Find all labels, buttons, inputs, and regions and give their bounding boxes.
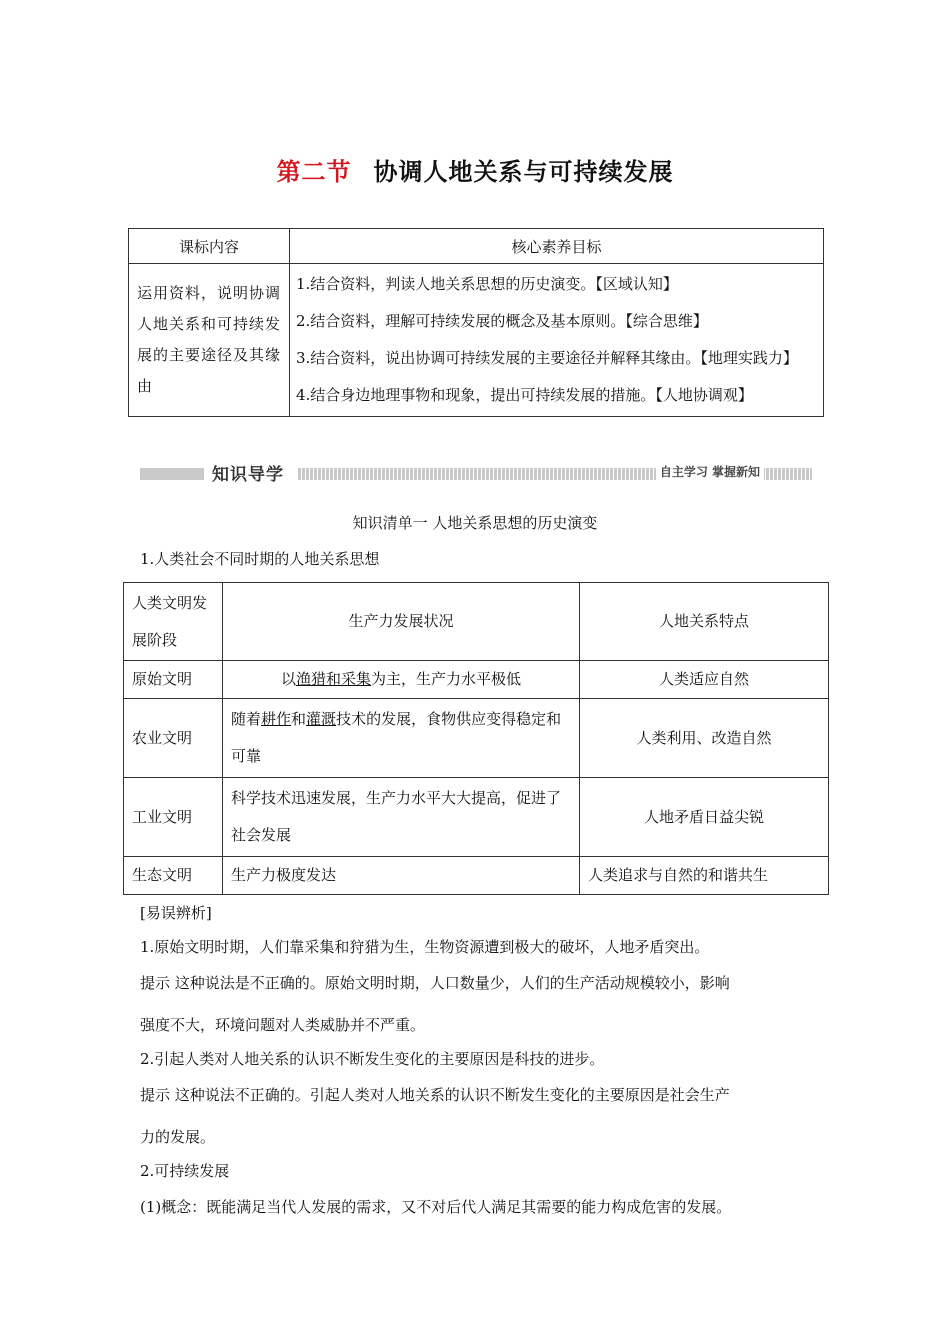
- feature-cell: 人类利用、改造自然: [580, 699, 829, 778]
- question-1: 1.原始文明时期，人们靠采集和狩猎为生，生物资源遭到极大的破坏，人地矛盾突出。: [140, 938, 710, 956]
- item2-paragraph-1: (1)概念：既能满足当代人发展的需求，又不对后代人满足其需要的能力构成危害的发展。: [140, 1198, 732, 1216]
- productivity-text: 和: [291, 710, 307, 728]
- productivity-text: 以: [280, 670, 296, 688]
- standards-table: [128, 228, 824, 417]
- standards-goals-cell: [290, 264, 824, 417]
- productivity-text: 随着: [231, 710, 262, 728]
- banner-tag: 自主学习 掌握新知: [656, 463, 764, 480]
- stage-cell: 原始文明: [124, 661, 223, 699]
- goal-item: 2.结合资料，理解可持续发展的概念及基本原则。【综合思维】: [296, 312, 708, 330]
- answer-2-line-2: 力的发展。: [140, 1128, 216, 1146]
- section-number: 第二节: [276, 158, 352, 186]
- goal-item: 3.结合资料，说出协调可持续发展的主要途径并解释其缘由。【地理实践力】: [296, 349, 798, 367]
- answer-1-line-2: 强度不大，环境问题对人类威胁并不严重。: [140, 1016, 426, 1034]
- stages-table: [123, 582, 829, 895]
- productivity-underlined: 灌溉: [306, 710, 337, 728]
- page-title: [0, 152, 950, 187]
- productivity-cell: 科学技术迅速发展，生产力水平大大提高，促进了社会发展: [223, 778, 580, 857]
- banner-bar-end: [766, 468, 812, 480]
- productivity-underlined: 渔猎和采集: [295, 670, 371, 688]
- productivity-text: 技术的发展，食物供应变得稳定和可靠: [231, 710, 562, 765]
- stage-cell: 农业文明: [124, 699, 223, 778]
- feature-cell: 人地矛盾日益尖锐: [580, 778, 829, 857]
- standards-header-goals: 核心素养目标: [290, 229, 824, 264]
- answer-2-line-1: 提示 这种说法不正确的。引起人类对人地关系的认识不断发生变化的主要原因是社会生产: [140, 1086, 730, 1104]
- stages-header-stage: 人类文明发展阶段: [124, 583, 223, 661]
- feature-cell: 人类追求与自然的和谐共生: [580, 857, 829, 895]
- productivity-text: 为主，生产力水平极低: [371, 670, 522, 688]
- stages-header-feature: 人地关系特点: [580, 583, 829, 661]
- misconception-title: [易误辨析]: [140, 904, 212, 922]
- stages-header-productivity: 生产力发展状况: [223, 583, 580, 661]
- table-row: [124, 857, 829, 895]
- table-row: [124, 778, 829, 857]
- productivity-cell: 生产力极度发达: [223, 857, 580, 895]
- table-row: [124, 661, 829, 699]
- productivity-cell: [223, 699, 580, 778]
- item1-title: 1.人类社会不同时期的人地关系思想: [140, 550, 380, 568]
- stage-cell: 生态文明: [124, 857, 223, 895]
- productivity-underlined: 耕作: [261, 710, 292, 728]
- goal-item: 4.结合身边地理事物和现象，提出可持续发展的措施。【人地协调观】: [296, 386, 753, 404]
- banner-bar-left: [140, 468, 204, 480]
- question-2: 2.引起人类对人地关系的认识不断发生变化的主要原因是科技的进步。: [140, 1050, 605, 1068]
- table-row: [124, 699, 829, 778]
- section-banner: [140, 460, 812, 486]
- standards-header-content: 课标内容: [129, 229, 290, 264]
- feature-cell: 人类适应自然: [580, 661, 829, 699]
- stage-cell: 工业文明: [124, 778, 223, 857]
- list-title: 知识清单一 人地关系思想的历史演变: [352, 514, 598, 532]
- banner-label: 知识导学: [212, 465, 284, 485]
- answer-1-line-1: 提示 这种说法是不正确的。原始文明时期，人口数量少，人们的生产活动规模较小，影响: [140, 974, 730, 992]
- section-title: 协调人地关系与可持续发展: [373, 158, 674, 186]
- item2-title: 2.可持续发展: [140, 1162, 230, 1180]
- goal-item: 1.结合资料，判读人地关系思想的历史演变。【区域认知】: [296, 275, 678, 293]
- productivity-cell: [223, 661, 580, 699]
- standards-content-cell: 运用资料，说明协调人地关系和可持续发展的主要途径及其缘由: [129, 264, 290, 417]
